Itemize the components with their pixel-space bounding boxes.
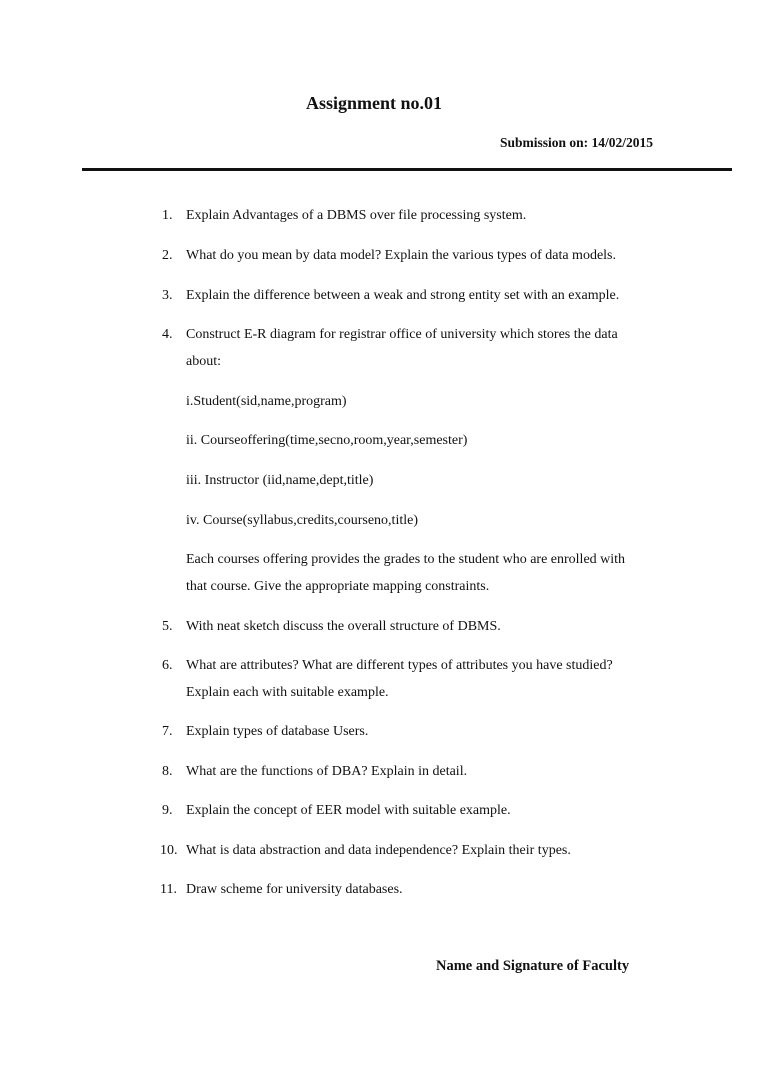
question-number: 6. xyxy=(162,658,173,673)
question-text: What are attributes? What are different types of attributes you have studied? xyxy=(186,658,613,673)
entity-text: iv. Course(syllabus,credits,courseno,title) xyxy=(186,513,418,528)
question-number: 8. xyxy=(162,764,173,779)
question-text: Construct E-R diagram for registrar office of university which stores the data xyxy=(186,327,618,342)
question-text: Draw scheme for university databases. xyxy=(186,882,403,897)
question-number: 5. xyxy=(162,619,173,634)
header-divider xyxy=(82,168,732,171)
entity-text: ii. Courseoffering(time,secno,room,year,semester) xyxy=(186,433,468,448)
question-text: What do you mean by data model? Explain the various types of data models. xyxy=(186,248,616,263)
question-text: Explain each with suitable example. xyxy=(186,685,389,700)
entity-text: i.Student(sid,name,program) xyxy=(186,394,347,409)
question-text: What are the functions of DBA? Explain in detail. xyxy=(186,764,468,779)
question-number: 7. xyxy=(162,724,173,739)
question-number: 2. xyxy=(162,248,173,263)
page-title: Assignment no.01 xyxy=(306,93,443,113)
question-text: about: xyxy=(186,354,221,369)
submission-date: Submission on: 14/02/2015 xyxy=(500,135,654,150)
question-number: 1. xyxy=(162,208,173,223)
question-text: What is data abstraction and data independence? Explain their types. xyxy=(186,843,571,858)
question-number: 3. xyxy=(162,288,173,303)
question-number: 9. xyxy=(162,803,173,818)
question-text: With neat sketch discuss the overall structure of DBMS. xyxy=(186,619,501,634)
question-number: 11. xyxy=(160,882,177,897)
question-text: Explain Advantages of a DBMS over file processing system. xyxy=(186,208,527,223)
question-text: Explain the difference between a weak and strong entity set with an example. xyxy=(186,288,620,303)
question-number: 10. xyxy=(160,843,178,858)
question-text: that course. Give the appropriate mapping constraints. xyxy=(186,579,490,594)
faculty-signature-label: Name and Signature of Faculty xyxy=(436,958,630,974)
question-text: Explain the concept of EER model with suitable example. xyxy=(186,803,511,818)
question-text: Each courses offering provides the grades to the student who are enrolled with xyxy=(186,552,626,567)
entity-text: iii. Instructor (iid,name,dept,title) xyxy=(186,473,374,488)
question-number: 4. xyxy=(162,327,173,342)
question-text: Explain types of database Users. xyxy=(186,724,369,739)
